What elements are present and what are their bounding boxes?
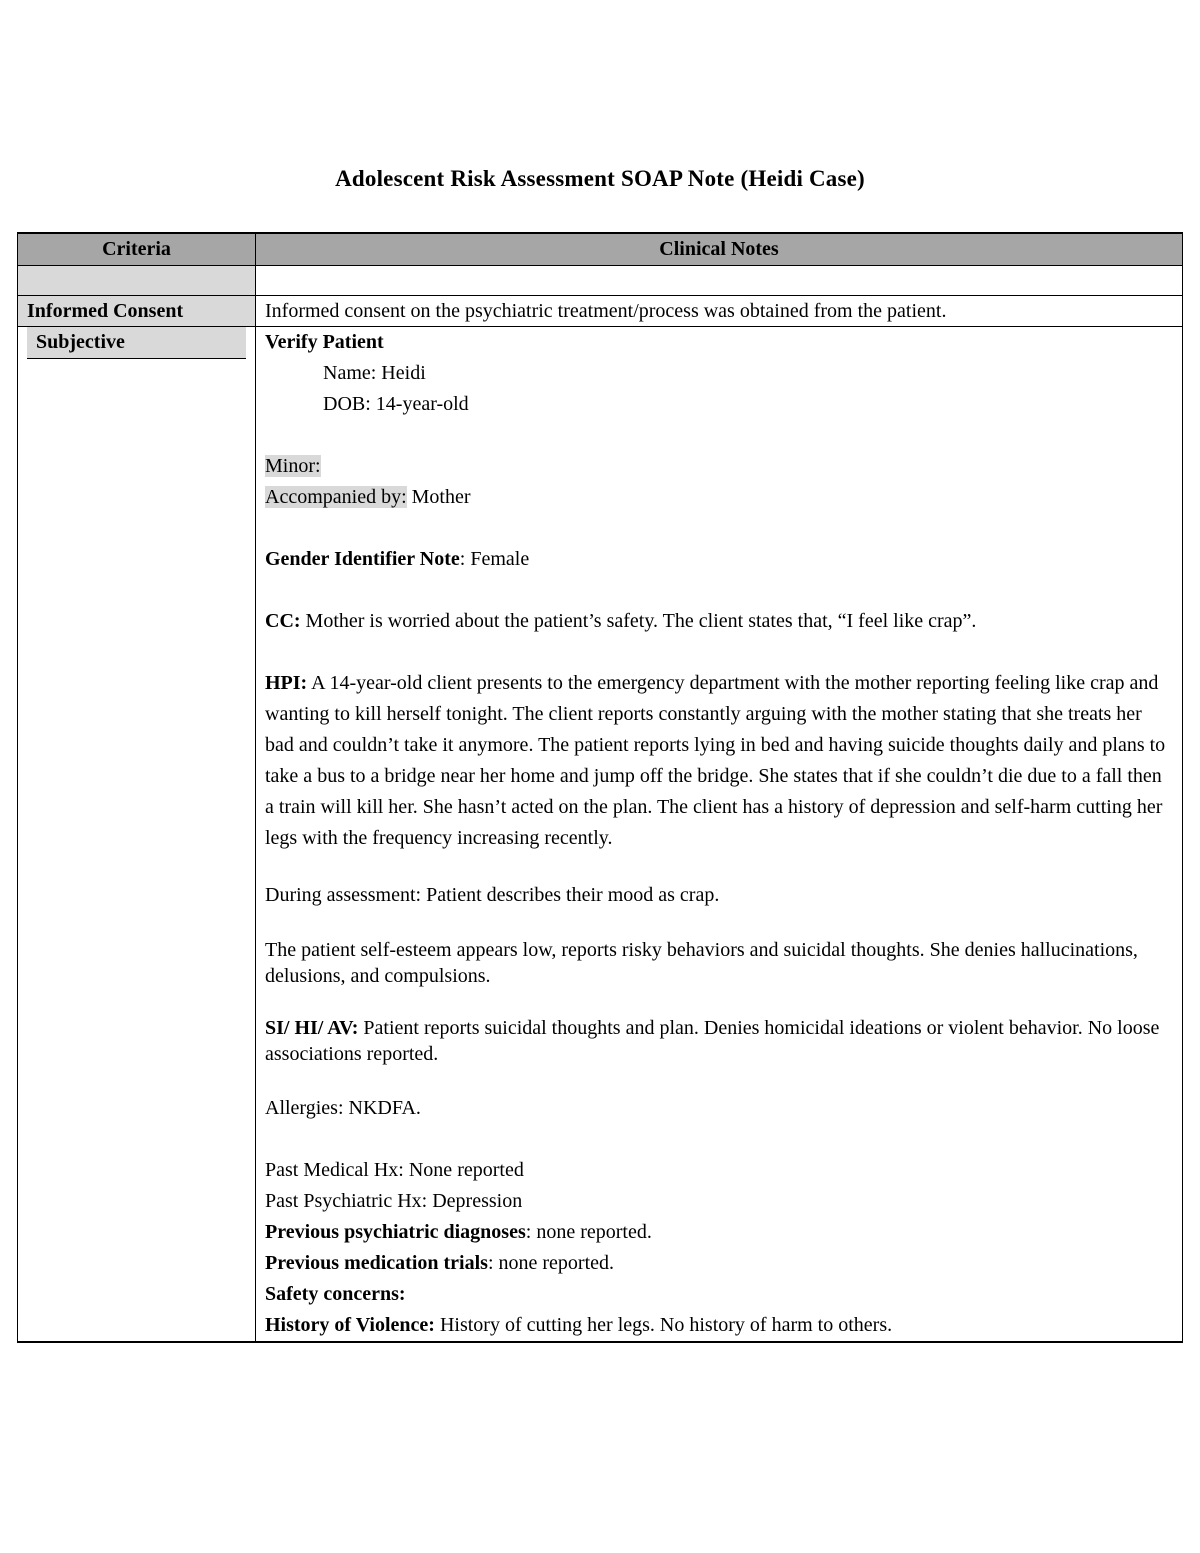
si-hi-av-paragraph bbox=[265, 1015, 1173, 1067]
header-criteria: Criteria bbox=[18, 233, 256, 266]
subjective-label: Subjective bbox=[27, 327, 246, 359]
prev-med-value: : none reported. bbox=[487, 1252, 615, 1274]
past-psychiatric-hx: Past Psychiatric Hx: Depression bbox=[265, 1190, 523, 1212]
violence-label: History of Violence: bbox=[265, 1314, 435, 1336]
verify-patient-heading: Verify Patient bbox=[265, 331, 384, 353]
accompanied-value: Mother bbox=[406, 486, 471, 508]
hpi-paragraph bbox=[265, 668, 1173, 854]
minor-label: Minor: bbox=[265, 455, 321, 477]
subjective-cell-left bbox=[18, 327, 256, 1343]
table-row-informed-consent bbox=[18, 296, 1183, 327]
subjective-notes bbox=[256, 327, 1183, 1343]
self-esteem-text: The patient self-esteem appears low, reports risky behaviors and suicidal thoughts. She denies hallucinations, delusions, and compulsions. bbox=[265, 939, 1138, 987]
prev-dx-value: : none reported. bbox=[525, 1221, 652, 1243]
si-text: Patient reports suicidal thoughts and plan. Denies homicidal ideations or violent behavior. No loose associations reported. bbox=[265, 1017, 1160, 1065]
violence-value: History of cutting her legs. No history of harm to others. bbox=[434, 1314, 893, 1336]
informed-consent-label: Informed Consent bbox=[18, 296, 256, 327]
blank-cell-right bbox=[256, 266, 1183, 296]
blank-cell-left bbox=[18, 266, 256, 296]
table-row-subjective bbox=[18, 327, 1183, 1343]
patient-dob: DOB: 14-year-old bbox=[323, 393, 469, 415]
header-clinical-notes: Clinical Notes bbox=[256, 233, 1183, 266]
allergies-text: Allergies: NKDFA. bbox=[265, 1097, 421, 1119]
table-row-blank bbox=[18, 266, 1183, 296]
cc-label: CC: bbox=[265, 610, 301, 632]
prev-med-label: Previous medication trials bbox=[265, 1252, 488, 1274]
patient-name: Name: Heidi bbox=[323, 362, 426, 384]
page-title: Adolescent Risk Assessment SOAP Note (Heidi Case) bbox=[335, 166, 865, 191]
gender-value: : Female bbox=[459, 548, 530, 570]
safety-concerns-label: Safety concerns: bbox=[265, 1283, 406, 1305]
accompanied-label: Accompanied by: bbox=[265, 486, 407, 508]
hpi-label: HPI: bbox=[265, 672, 308, 694]
past-medical-hx: Past Medical Hx: None reported bbox=[265, 1159, 524, 1181]
informed-consent-text: Informed consent on the psychiatric treatment/process was obtained from the patient. bbox=[256, 296, 1183, 327]
soap-table bbox=[17, 232, 1183, 1343]
hpi-text: A 14-year-old client presents to the emergency department with the mother reporting feeling like crap and wanting to kill herself tonight. The client reports constantly arguing with the mother stating that she treats her bad and couldn’t take it anymore. The patient reports lying in bed and having suicide thoughts daily and plans to take a bus to a bridge near her home and jump off the bridge. She states that if she couldn’t die due to a fall then a train will kill her. She hasn’t acted on the plan. The client has a history of depression and self-harm cutting her legs with the frequency increasing recently. bbox=[265, 672, 1166, 849]
si-label: SI/ HI/ AV: bbox=[265, 1017, 359, 1039]
cc-text: Mother is worried about the patient’s safety. The client states that, “I feel like crap”. bbox=[300, 610, 977, 632]
gender-label: Gender Identifier Note bbox=[265, 548, 460, 570]
prev-dx-label: Previous psychiatric diagnoses bbox=[265, 1221, 526, 1243]
table-header-row bbox=[18, 233, 1183, 266]
assessment-text: During assessment: Patient describes their mood as crap. bbox=[265, 884, 720, 906]
